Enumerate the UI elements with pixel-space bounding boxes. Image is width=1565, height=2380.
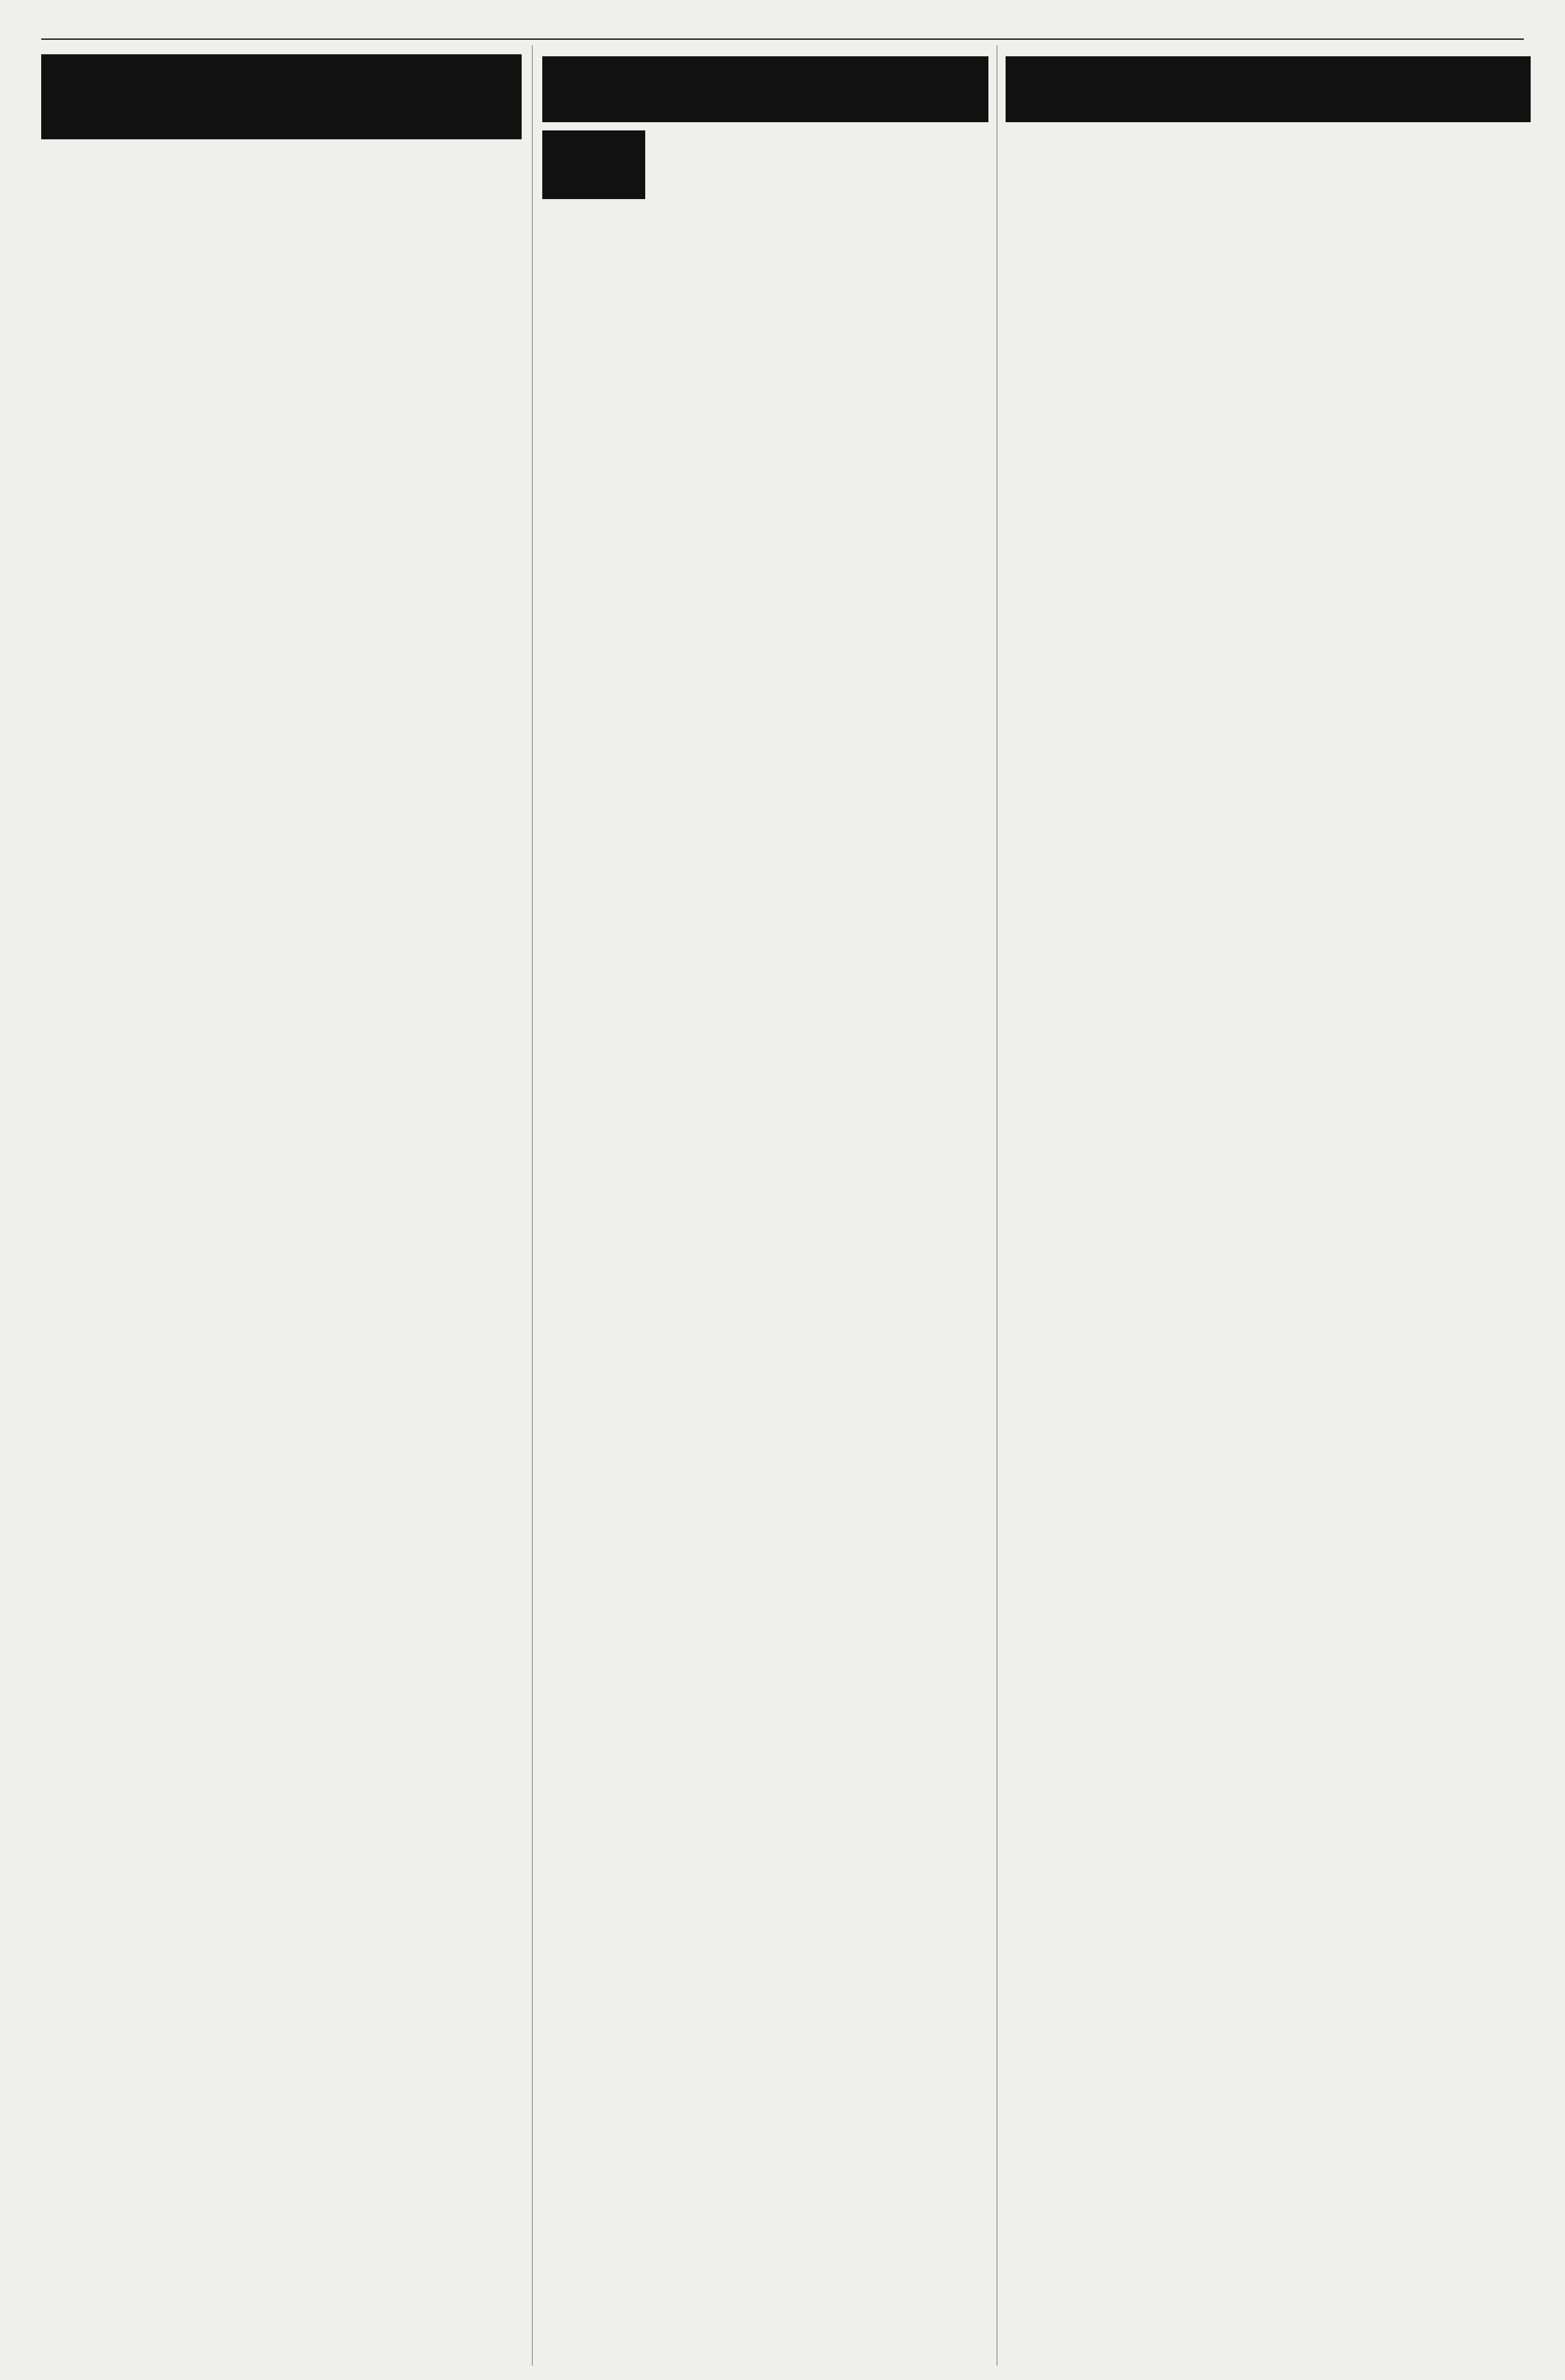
page-header: [41, 8, 1524, 36]
header-rule: [41, 38, 1524, 40]
column-3: [1006, 47, 1531, 130]
section-banner: [542, 56, 988, 122]
notice-label: [542, 130, 645, 199]
column-1: [41, 47, 522, 150]
column-divider: [532, 45, 533, 2366]
notice-header: [542, 130, 988, 199]
section-banner: [1006, 56, 1531, 122]
column-2: [542, 47, 988, 205]
section-banner: [41, 54, 522, 139]
